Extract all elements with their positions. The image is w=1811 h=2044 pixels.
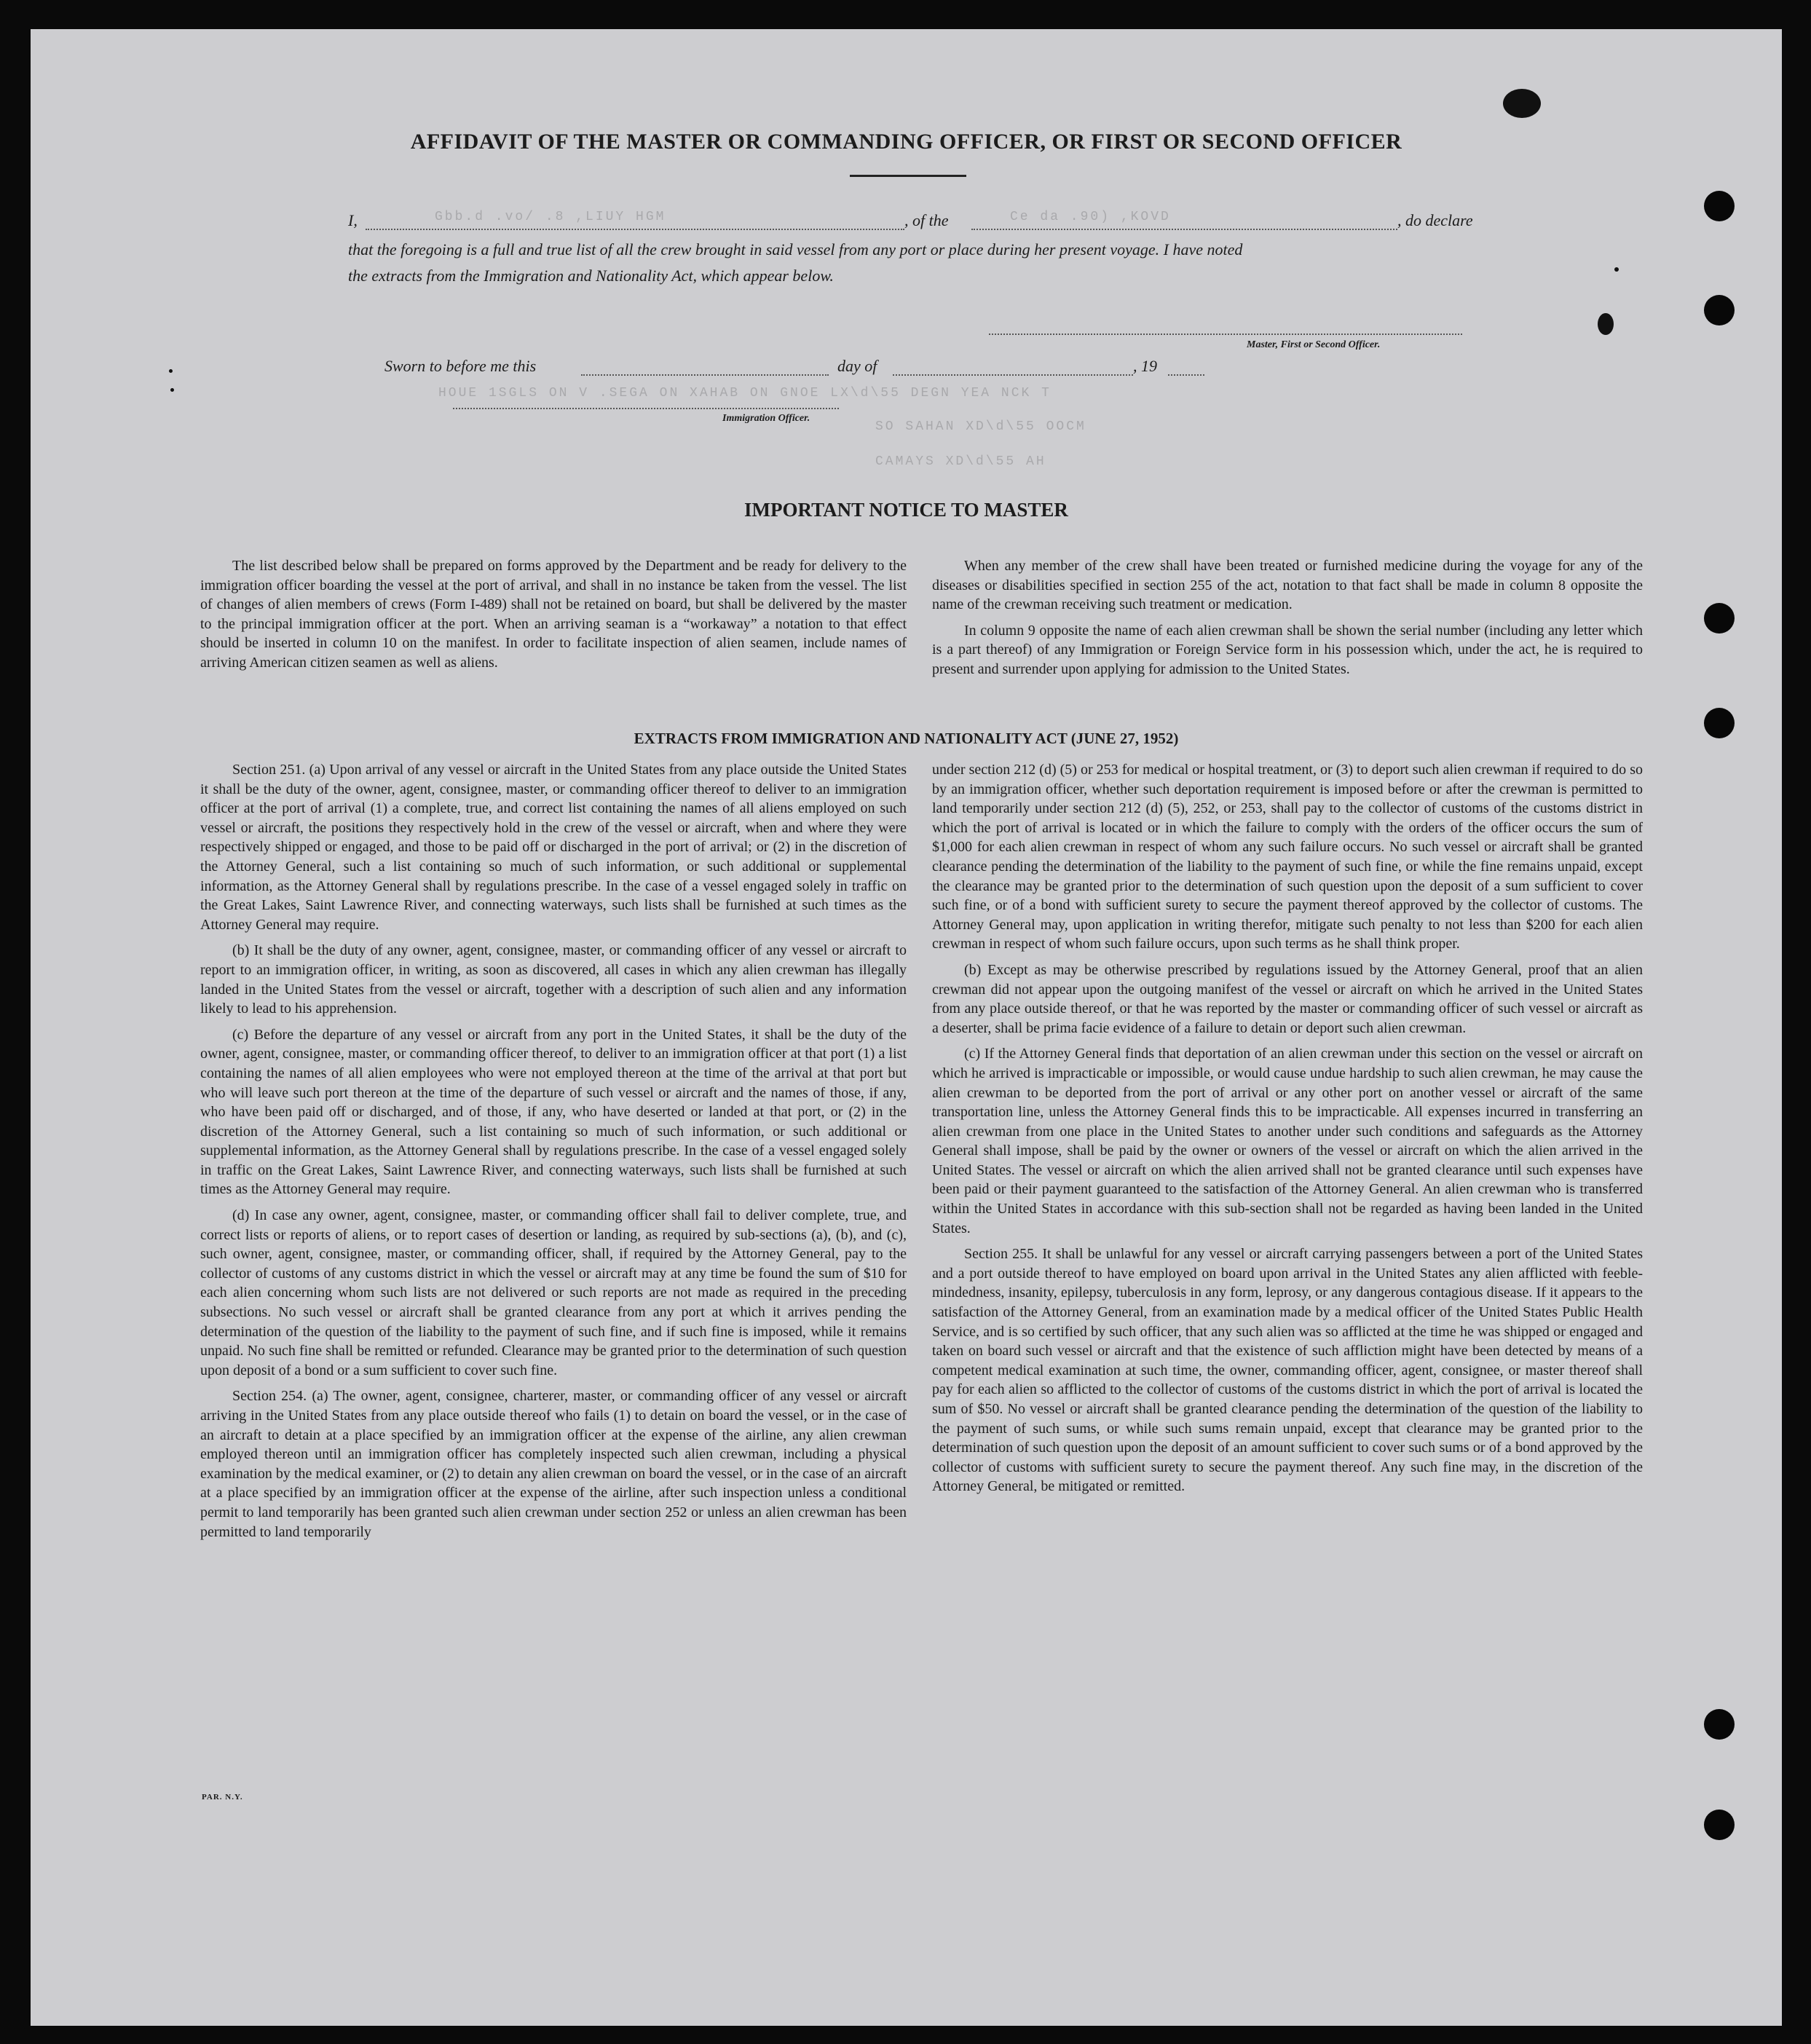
punch-hole — [1704, 191, 1735, 221]
faded-typewritten-text: SO SAHAN XD\d\55 OOCM — [875, 419, 1086, 434]
affidavit-title: AFFIDAVIT OF THE MASTER OR COMMANDING OFFICER, OR FIRST OR SECOND OFFICER — [410, 130, 1402, 154]
act-section-paragraph: Section 251. (a) Upon arrival of any vessel or aircraft in the United States from any place outside the United States it shall be the duty of the owner, agent, consignee, master, or commanding officer thereof to deliver to an immigration officer at the port of arrival (1) a complete, true, and correct list containing the names of all aliens employed on such vessel or aircraft, the positions they respectively hold in the crew of the vessel or aircraft, when and where they were respectively shipped or engaged, and those to be paid off or discharged in the port of arrival; or (2) in the discretion of the Attorney General, such a list containing so much of such information, or such additional or supplemental information, as the Attorney General shall by regulations prescribe. In the case of a vessel engaged solely in traffic on the Great Lakes, Saint Lawrence River, and connecting waterways, such lists shall be furnished at such times as the Attorney General may require. — [200, 762, 907, 933]
declarant-label: I, — [348, 211, 358, 229]
immigration-officer-signature-line[interactable] — [453, 408, 839, 409]
ink-blot — [1503, 89, 1541, 118]
affidavit-statement-line-1: that the foregoing is a full and true list of all the crew brought in said vessel from any port or place during her present voyage. I have noted — [348, 240, 1243, 259]
extracts-right-column — [932, 760, 1643, 1503]
notice-paragraph: The list described below shall be prepared on forms approved by the Department and be ready for delivery to the immigration officer boarding the vessel at the port of arrival, and shall in no instance be taken from the vessel. The list of changes of alien members of crews (Form I-489) shall not be retained on board, but shall be delivered by the master to the principal immigration officer at the port. When an arriving seaman is a “workaway” a notation to that effect should be inserted in column 10 on the manifest. In order to facilitate inspection of alien seamen, include names of arriving American citizen seamen as well as aliens. — [200, 558, 907, 671]
punch-hole — [1704, 295, 1735, 325]
do-declare-label: , do declare — [1397, 211, 1473, 229]
notice-title: IMPORTANT NOTICE TO MASTER — [744, 499, 1068, 521]
act-section-paragraph: Section 254. (a) The owner, agent, consignee, charterer, master, or commanding officer of any vessel or aircraft arriving in the United States from any place outside thereof who fails (1) to detain on board the vessel, or in the case of an aircraft to detain at a place specified by an immigration officer at the expense of the airline, any alien crewman employed thereon until an immigration officer has completely inspected such alien crewman, including a physical examination by the medical examiner, or (2) to detain any alien crewman on board the vessel, or in the case of an aircraft at a place specified by an immigration officer at the expense of the airline, after such inspection unless a conditional permit to land temporarily has been granted such alien crewman under section 252 or unless an alien crewman has been permitted to land temporarily — [200, 1388, 907, 1540]
year-label: , 19 — [1133, 357, 1157, 375]
immigration-officer-caption: Immigration Officer. — [722, 413, 810, 424]
notice-paragraph: When any member of the crew shall have been treated or furnished medicine during the voyage for any of the diseases or disabilities specified in section 255 of the act, notation to that fact shall be made in column 8 opposite the name of the crewman receiving such treatment or medication. — [932, 558, 1643, 613]
punch-hole — [1704, 1810, 1735, 1840]
faded-typewritten-text: Gbb.d .vo/ .8 ,​LIUY HGM — [435, 210, 666, 224]
faded-typewritten-text: CAMAYS XD\d\55 AH — [875, 454, 1046, 469]
sworn-day-field[interactable] — [581, 374, 829, 376]
act-section-paragraph: (d) In case any owner, agent, consignee, master, or commanding officer shall fail to deliver complete, true, and correct lists or reports of aliens, or to report cases of desertion or landing, as required by sub-sections (a), (b), and (c), such owner, agent, consignee, master, or commanding officer, shall, if required by the Attorney General, pay to the collector of customs of any customs district in which the vessel or aircraft may at any time be found the sum of $10 for each alien concerning whom such lists are not delivered or such reports are not made as required in the preceding subsections. No such vessel or aircraft shall be granted clearance from any port at which it arrives pending the determination of the question of the liability to the payment of such fine, and if such fine is imposed, while it remains unpaid. No such fine shall be remitted or refunded. Clearance may be granted prior to the determination of such question upon deposit of a bond or a sum sufficient to cover such fine. — [200, 1207, 907, 1378]
act-section-paragraph: under section 212 (d) (5) or 253 for medical or hospital treatment, or (3) to deport such alien crewman if required to do so by an immigration officer, whether such deportation requirement is imposed before or after the crewman is permitted to land temporarily under section 212 (d) (5), 252, or 253, shall pay to the collector of customs of the customs district in which the port of arrival is located or in which the failure to comply with the orders of the officer occurs the sum of $1,000 for each alien crewman in respect of whom any such failure occurs. No such vessel or aircraft shall be granted clearance pending the determination of the liability to the payment of such fine, or while the fine remains unpaid, except the clearance may be granted prior to the determination of such question upon the deposit of a sum sufficient to cover such fine, or of a bond with sufficient surety to secure the payment thereof approved by the collector of customs. The Attorney General may, upon application in writing therefor, mitigate such penalty to not less than $200 for each alien crewman in respect of whom such failure occurs, upon such terms as he shall think proper. — [932, 762, 1643, 952]
extracts-title: EXTRACTS FROM IMMIGRATION AND NATIONALITY ACT (JUNE 27, 1952) — [634, 730, 1179, 747]
sworn-before-label: Sworn to before me this — [384, 357, 537, 375]
title-divider — [850, 175, 966, 177]
of-the-label: , of the — [904, 211, 949, 229]
sworn-year-field[interactable] — [1168, 374, 1204, 376]
extracts-left-column — [200, 760, 907, 1548]
ink-blot — [170, 388, 174, 392]
faded-typewritten-text: HOUE 1SGLS ON V .SEGA ON XAHAB ON GNOE LX\d\55 DEGN YEA NCK T — [438, 386, 1052, 400]
notice-right-column — [932, 556, 1643, 686]
sworn-month-field[interactable] — [893, 374, 1133, 376]
act-section-paragraph: (b) Except as may be otherwise prescribed by regulations issued by the Attorney General, proof that an alien crewman did not appear upon the outgoing manifest of the vessel or aircraft on which he arrived in the United States from any place outside thereof, or that he was reported by the master or commanding officer of such vessel or aircraft as a deserter, shall be prima facie evidence of a failure to detain or deport such alien crewman. — [932, 961, 1643, 1036]
act-section-paragraph: (c) If the Attorney General finds that deportation of an alien crewman under this section on the vessel or aircraft on which he arrived is impracticable or impossible, or would cause undue hardship to such alien crewman, he may cause the alien crewman to be deported from the port of arrival or any other port on another vessel or aircraft of the same transportation line, unless the Attorney General finds this to be impracticable. All expenses incurred in transferring an alien crewman from one place in the United States to another under such conditions and safeguards as the Attorney General shall impose, shall be paid by the owner or owners of the vessel or aircraft on which the alien arrived in the United States. The vessel or aircraft on which the alien arrived shall not be granted clearance until such expenses have been paid or their payment guaranteed to the satisfaction of the Attorney General. An alien crewman who is transferred within the United States in accordance with this sub-section shall not be regarded as having been landed in the United States. — [932, 1046, 1643, 1236]
notice-left-column — [200, 556, 907, 679]
act-section-paragraph: (b) It shall be the duty of any owner, agent, consignee, master, or commanding officer of any vessel or aircraft to report to an immigration officer, in writing, as soon as discovered, all cases in which any alien crewman has illegally landed in the United States from the vessel or aircraft, together with a description of such alien and any information likely to lead to his apprehension. — [200, 942, 907, 1017]
act-section-paragraph: (c) Before the departure of any vessel or aircraft from any port in the United States, it shall be the duty of the owner, agent, consignee, master, or commanding officer thereof, to deliver to an immigration officer at that port (1) a list containing the names of all alien employees who were not employed thereon at the time of the arrival at that port but who will leave such port thereon at the time of the departure of such vessel or aircraft and the names of those, if any, who have been paid off or discharged, and of those, if any, who have deserted or landed at that port, or (2) in the discretion of the Attorney General, such a list containing so much of such information, or such additional or supplemental information, as the Attorney General shall by regulations prescribe. In the case of a vessel engaged solely in traffic on the Great Lakes, Saint Lawrence River, and connecting waterways, such lists shall be furnished at such times as the Attorney General may require. — [200, 1026, 907, 1198]
punch-hole — [1704, 603, 1735, 634]
ink-blot — [169, 369, 173, 373]
master-signature-caption: Master, First or Second Officer. — [1247, 339, 1381, 350]
vessel-name-field[interactable] — [971, 229, 1397, 230]
affidavit-statement-line-2: the extracts from the Immigration and Nationality Act, which appear below. — [348, 267, 834, 285]
day-of-label: day of — [837, 357, 877, 375]
ink-blot — [1598, 313, 1614, 335]
punch-hole — [1704, 1709, 1735, 1740]
notice-paragraph: In column 9 opposite the name of each alien crewman shall be shown the serial number (including any letter which is a part thereof) of any Immigration or Foreign Service form in his possession which, under the act, he is required to present and surrender upon applying for admission to the United States. — [932, 622, 1643, 677]
act-section-paragraph: Section 255. It shall be unlawful for any vessel or aircraft carrying passengers between a port of the United States and a port outside thereof to have employed on board upon arrival in the United States any alien afflicted with feeble-mindedness, insanity, epilepsy, tuberculosis in any form, leprosy, or any dangerous contagious disease. If it appears to the satisfaction of the Attorney General, from an examination made by a medical officer of the United States Public Health Service, and is so certified by such officer, that any such alien was so afflicted at the time he was shipped or engaged and taken on board such vessel or aircraft and that the existence of such affliction might have been detected by means of a competent medical examination at such time, the owner, commanding officer, agent, consignee, or master thereof shall pay for each alien so afflicted to the collector of customs of the customs district in which the port of arrival is located the sum of $50. No vessel or aircraft shall be granted clearance pending the determination of the question of the liability to the payment of such sums, or while such sums remain unpaid, except that clearance may be granted prior to the determination of such question upon the deposit of an amount sufficient to cover such sums or of a bond approved by the collector of customs with sufficient surety to secure the payment thereof. Any such fine may, in the discretion of the Attorney General, be mitigated or remitted. — [932, 1246, 1643, 1495]
master-signature-line[interactable] — [989, 334, 1462, 335]
printer-mark: PAR. N.Y. — [202, 1793, 243, 1802]
document-page — [31, 29, 1782, 2026]
declarant-name-field[interactable] — [366, 229, 904, 230]
faded-typewritten-text: Ce da .90) ,KOVD — [1010, 210, 1171, 224]
